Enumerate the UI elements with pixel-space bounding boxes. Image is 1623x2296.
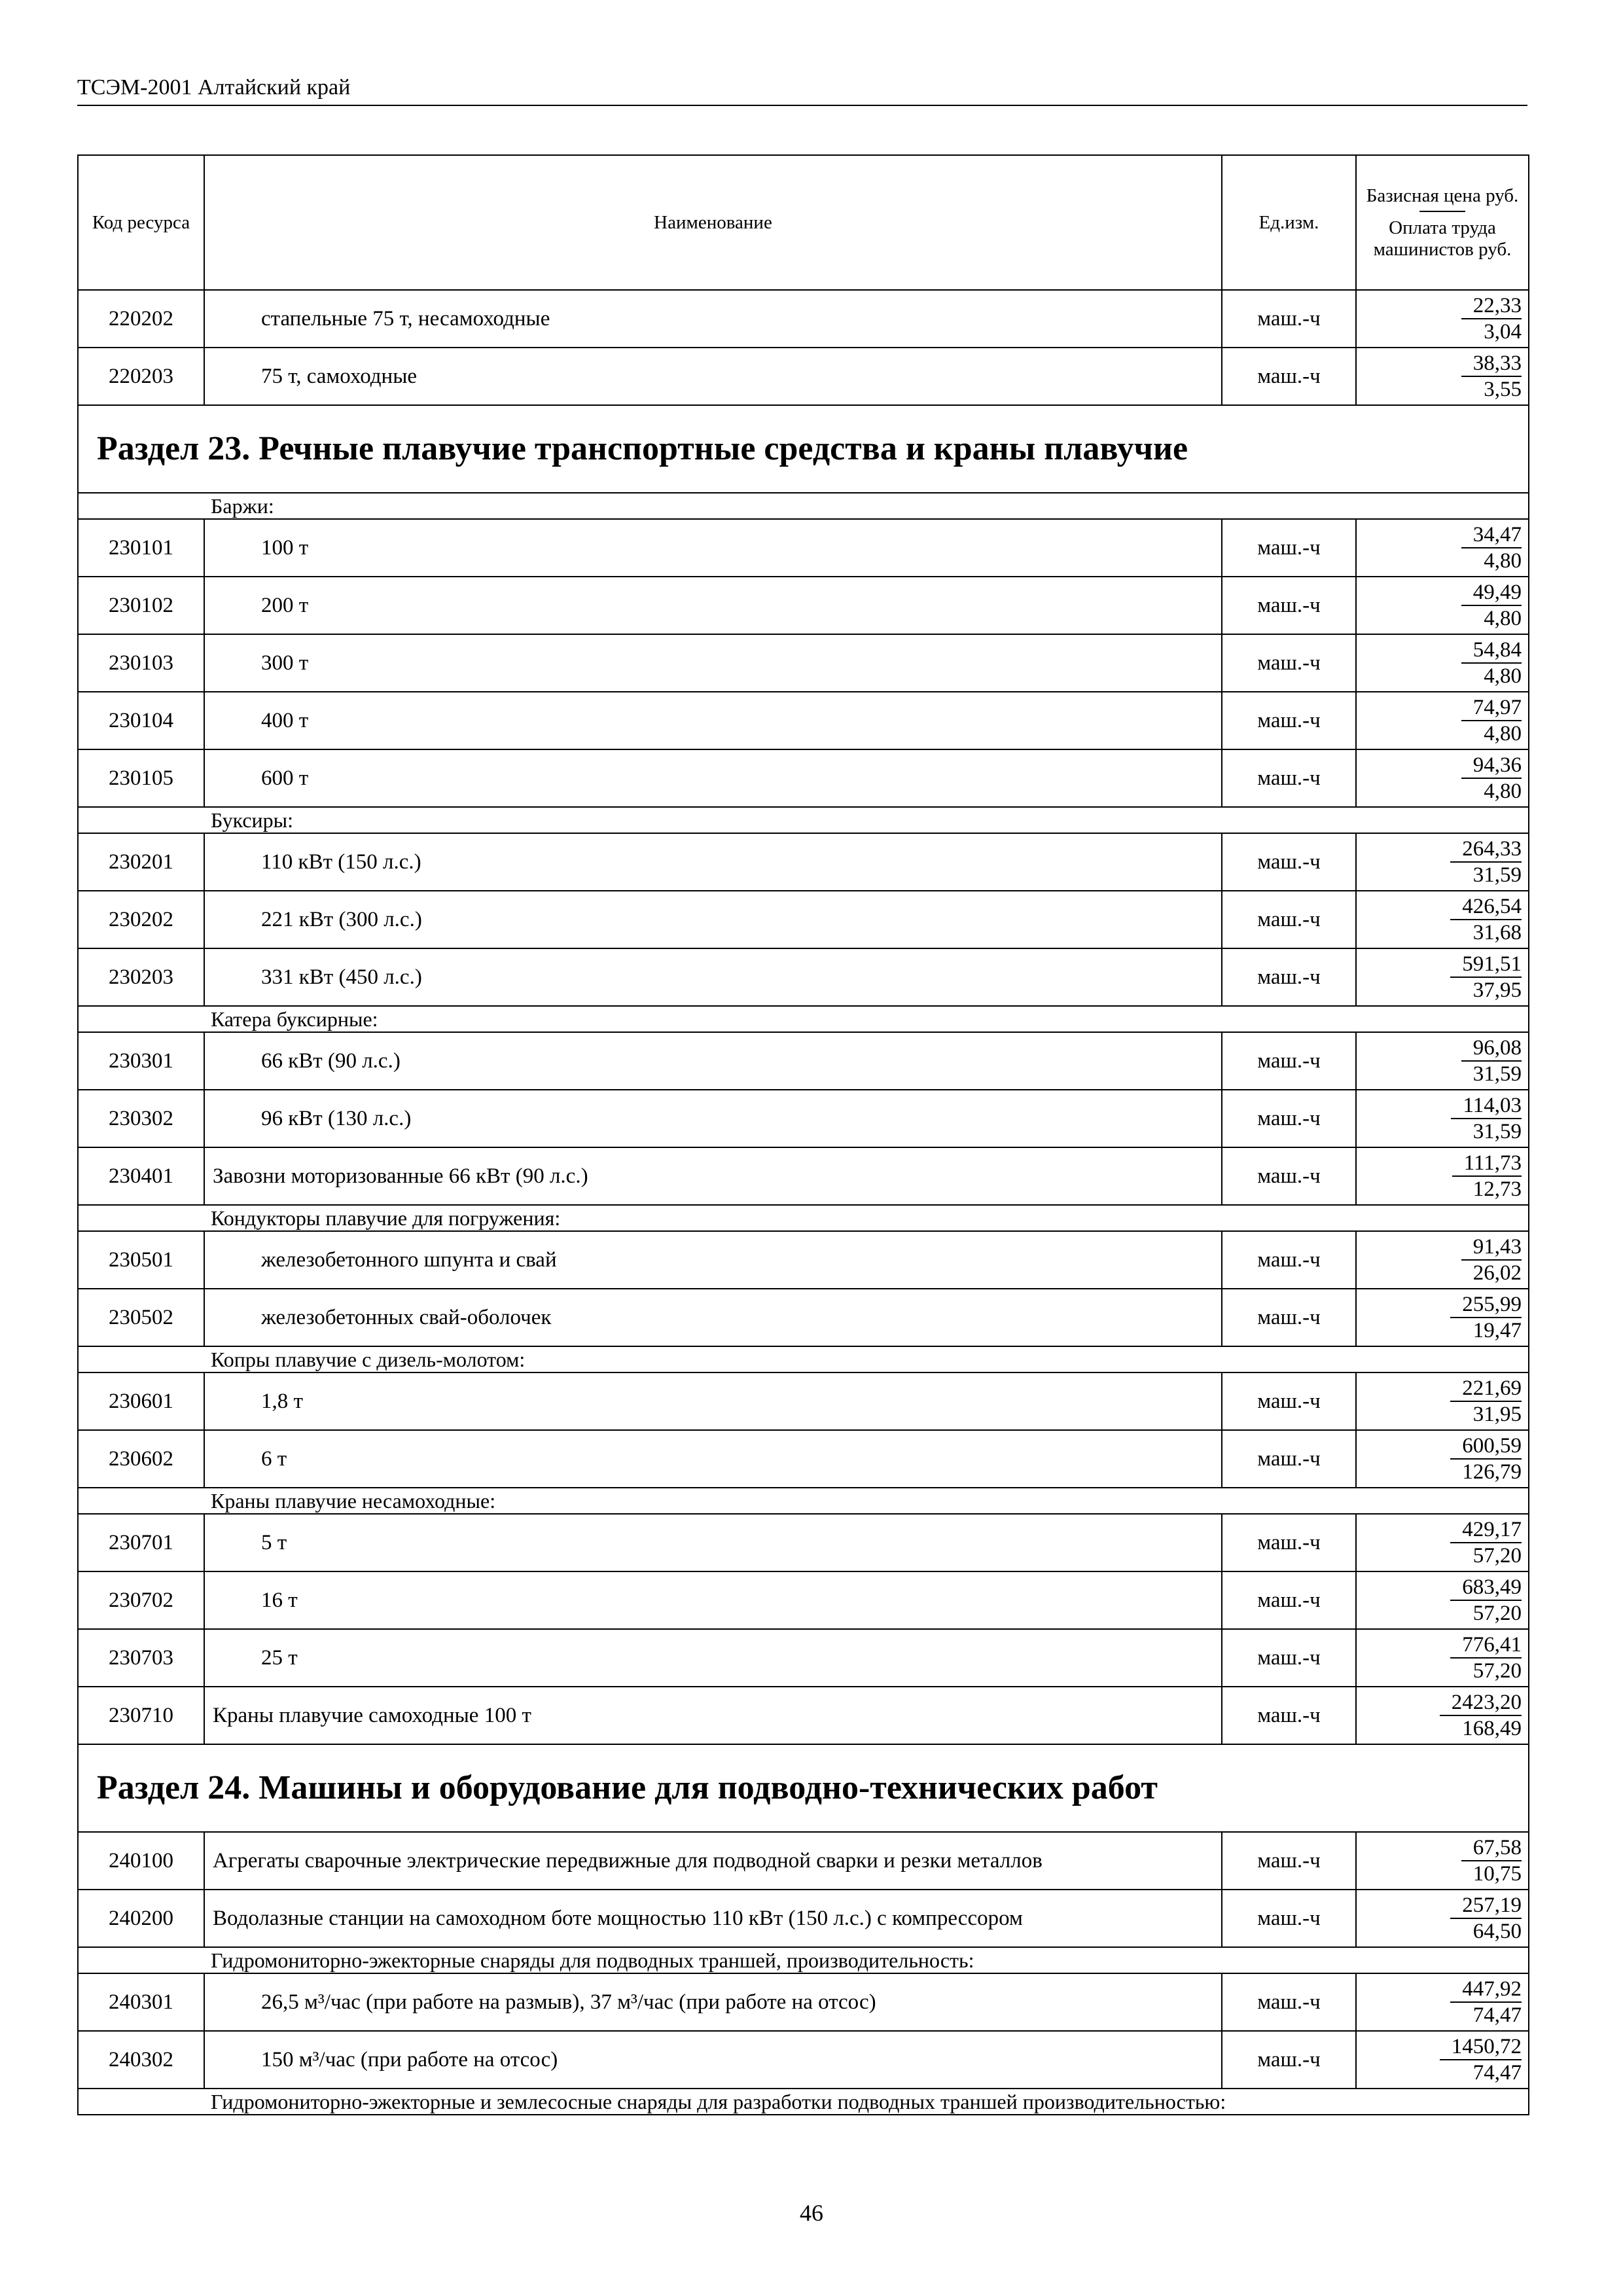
resource-code: 230201 (78, 833, 204, 891)
table-row (78, 1571, 1529, 1629)
resource-name: 16 т (204, 1571, 1222, 1629)
resource-name: 96 кВт (130 л.с.) (204, 1090, 1222, 1147)
resource-price-cell (1356, 290, 1529, 348)
group-spacer (78, 1006, 204, 1032)
price-fraction (1461, 293, 1522, 344)
resource-price-cell (1356, 749, 1529, 807)
resource-code: 230102 (78, 577, 204, 634)
resource-price-cell (1356, 1890, 1529, 1947)
resource-name: Агрегаты сварочные электрические передвижные для подводной сварки и резки металлов (204, 1832, 1222, 1890)
resource-unit: маш.-ч (1222, 1430, 1356, 1488)
base-price: 776,41 (1450, 1632, 1522, 1659)
resource-code: 230104 (78, 692, 204, 749)
resource-price-cell (1356, 833, 1529, 891)
resource-price-cell (1356, 1832, 1529, 1890)
resource-code: 230401 (78, 1147, 204, 1205)
resource-name: 110 кВт (150 л.с.) (204, 833, 1222, 891)
resource-price-cell (1356, 348, 1529, 405)
base-price: 111,73 (1452, 1151, 1522, 1177)
resource-name: 100 т (204, 519, 1222, 577)
price-fraction (1450, 1575, 1522, 1626)
resource-code: 230302 (78, 1090, 204, 1147)
resource-unit: маш.-ч (1222, 348, 1356, 405)
price-fraction (1452, 1151, 1522, 1202)
labor-cost: 57,20 (1472, 1602, 1522, 1625)
base-price: 34,47 (1461, 522, 1522, 548)
table-row (78, 1147, 1529, 1205)
resource-unit: маш.-ч (1222, 1372, 1356, 1430)
resource-name: 200 т (204, 577, 1222, 634)
resource-price-cell (1356, 634, 1529, 692)
resource-name: 300 т (204, 634, 1222, 692)
resource-code: 230203 (78, 948, 204, 1006)
group-spacer (78, 1488, 204, 1514)
base-price: 94,36 (1461, 753, 1522, 779)
price-fraction (1451, 1093, 1522, 1144)
group-label: Кондукторы плавучие для погружения: (204, 1205, 1529, 1231)
group-row (78, 1947, 1529, 1973)
table-row (78, 1032, 1529, 1090)
price-fraction (1461, 580, 1522, 631)
group-row (78, 1346, 1529, 1372)
resource-unit: маш.-ч (1222, 948, 1356, 1006)
resource-name: 331 кВт (450 л.с.) (204, 948, 1222, 1006)
resource-code: 230710 (78, 1687, 204, 1744)
labor-cost: 57,20 (1472, 1544, 1522, 1568)
group-row (78, 2089, 1529, 2115)
resource-code: 230602 (78, 1430, 204, 1488)
resource-name: 400 т (204, 692, 1222, 749)
labor-cost: 31,59 (1472, 1062, 1522, 1086)
base-price: 54,84 (1461, 637, 1522, 664)
labor-cost: 4,80 (1484, 722, 1522, 745)
group-spacer (78, 1947, 204, 1973)
resource-price-cell (1356, 1629, 1529, 1687)
resource-unit: маш.-ч (1222, 1090, 1356, 1147)
price-fraction (1461, 522, 1522, 573)
resource-unit: маш.-ч (1222, 634, 1356, 692)
resource-unit: маш.-ч (1222, 519, 1356, 577)
price-fraction (1461, 1234, 1522, 1285)
group-label: Копры плавучие с дизель-молотом: (204, 1346, 1529, 1372)
price-fraction (1461, 1835, 1522, 1886)
base-price: 38,33 (1461, 351, 1522, 377)
price-fraction (1450, 1893, 1522, 1944)
resource-unit: маш.-ч (1222, 749, 1356, 807)
header-price-divider (1419, 211, 1465, 212)
labor-cost: 74,47 (1472, 2061, 1522, 2085)
resource-unit: маш.-ч (1222, 1514, 1356, 1571)
price-fraction (1461, 1035, 1522, 1086)
resource-name: 75 т, самоходные (204, 348, 1222, 405)
labor-cost: 4,80 (1484, 607, 1522, 630)
table-row (78, 1973, 1529, 2031)
section-cell (78, 1744, 1529, 1832)
labor-cost: 57,20 (1472, 1659, 1522, 1683)
header-price (1356, 155, 1529, 290)
resource-name: 66 кВт (90 л.с.) (204, 1032, 1222, 1090)
resource-code: 230502 (78, 1289, 204, 1346)
table-body (78, 290, 1529, 2115)
base-price: 67,58 (1461, 1835, 1522, 1861)
resource-name: 221 кВт (300 л.с.) (204, 891, 1222, 948)
base-price: 591,51 (1450, 952, 1522, 978)
resource-name: 25 т (204, 1629, 1222, 1687)
base-price: 114,03 (1451, 1093, 1522, 1119)
price-fraction (1450, 1376, 1522, 1427)
resource-code: 230103 (78, 634, 204, 692)
price-fraction (1440, 2034, 1522, 2085)
labor-cost: 3,55 (1484, 378, 1522, 401)
resource-code: 230105 (78, 749, 204, 807)
resource-unit: маш.-ч (1222, 1147, 1356, 1205)
resource-price-cell (1356, 577, 1529, 634)
table-row (78, 1372, 1529, 1430)
resource-price-cell (1356, 1032, 1529, 1090)
labor-cost: 4,80 (1484, 549, 1522, 573)
table-row (78, 519, 1529, 577)
price-fraction (1461, 753, 1522, 804)
resource-price-cell (1356, 2031, 1529, 2089)
table-row (78, 1430, 1529, 1488)
labor-cost: 31,95 (1472, 1403, 1522, 1426)
labor-cost: 126,79 (1462, 1460, 1522, 1484)
table-row (78, 948, 1529, 1006)
resource-price-cell (1356, 948, 1529, 1006)
header-price-labor: Оплата труда машинистов руб. (1373, 217, 1512, 260)
labor-cost: 74,47 (1472, 2003, 1522, 2027)
base-price: 429,17 (1450, 1517, 1522, 1543)
group-spacer (78, 1205, 204, 1231)
base-price: 257,19 (1450, 1893, 1522, 1919)
group-row (78, 1006, 1529, 1032)
resource-price-cell (1356, 1090, 1529, 1147)
group-row (78, 807, 1529, 833)
group-spacer (78, 1346, 204, 1372)
base-price: 49,49 (1461, 580, 1522, 606)
table-row (78, 1231, 1529, 1289)
page-number: 46 (800, 2200, 823, 2226)
resource-unit: маш.-ч (1222, 833, 1356, 891)
resource-price-cell (1356, 1372, 1529, 1430)
resource-code: 240200 (78, 1890, 204, 1947)
resource-unit: маш.-ч (1222, 1973, 1356, 2031)
resource-unit: маш.-ч (1222, 1289, 1356, 1346)
labor-cost: 12,73 (1472, 1177, 1522, 1201)
header-code: Код ресурса (78, 155, 204, 290)
base-price: 426,54 (1450, 894, 1522, 920)
resource-code: 220202 (78, 290, 204, 348)
resource-name: Водолазные станции на самоходном боте мощностью 110 кВт (150 л.с.) с компрессором (204, 1890, 1222, 1947)
header-unit: Ед.изм. (1222, 155, 1356, 290)
group-label: Гидромониторно-эжекторные снаряды для подводных траншей, производительность: (204, 1947, 1529, 1973)
group-spacer (78, 807, 204, 833)
group-label: Буксиры: (204, 807, 1529, 833)
base-price: 264,33 (1450, 836, 1522, 863)
resource-unit: маш.-ч (1222, 1890, 1356, 1947)
price-fraction (1450, 1292, 1522, 1343)
labor-cost: 3,04 (1484, 320, 1522, 344)
labor-cost: 64,50 (1472, 1920, 1522, 1943)
resource-code: 240100 (78, 1832, 204, 1890)
section-title: Раздел 24. Машины и оборудование для подводно-технических работ (97, 1769, 1158, 1806)
section-row (78, 405, 1529, 493)
resource-unit: маш.-ч (1222, 1231, 1356, 1289)
table-row (78, 1629, 1529, 1687)
resource-name: железобетонного шпунта и свай (204, 1231, 1222, 1289)
table-row (78, 1514, 1529, 1571)
resource-name: 26,5 м³/час (при работе на размыв), 37 м³/час (при работе на отсос) (204, 1973, 1222, 2031)
group-row (78, 1205, 1529, 1231)
resource-name: Краны плавучие самоходные 100 т (204, 1687, 1222, 1744)
resource-code: 220203 (78, 348, 204, 405)
base-price: 221,69 (1450, 1376, 1522, 1402)
header-name: Наименование (204, 155, 1222, 290)
labor-cost: 19,47 (1472, 1319, 1522, 1342)
group-label: Гидромониторно-эжекторные и землесосные снаряды для разработки подводных траншей производительностью: (204, 2089, 1529, 2115)
labor-cost: 26,02 (1472, 1261, 1522, 1285)
labor-cost: 168,49 (1462, 1717, 1522, 1740)
table-row (78, 2031, 1529, 2089)
resource-unit: маш.-ч (1222, 1571, 1356, 1629)
price-fraction (1450, 1632, 1522, 1683)
resource-unit: маш.-ч (1222, 1832, 1356, 1890)
group-label: Краны плавучие несамоходные: (204, 1488, 1529, 1514)
base-price: 22,33 (1461, 293, 1522, 319)
resource-code: 230202 (78, 891, 204, 948)
table-row (78, 833, 1529, 891)
price-fraction (1461, 351, 1522, 402)
group-row (78, 493, 1529, 519)
base-price: 96,08 (1461, 1035, 1522, 1062)
resource-name: 1,8 т (204, 1372, 1222, 1430)
resource-code: 230101 (78, 519, 204, 577)
resource-price-cell (1356, 891, 1529, 948)
base-price: 1450,72 (1440, 2034, 1522, 2060)
labor-cost: 31,59 (1472, 1120, 1522, 1143)
section-title: Раздел 23. Речные плавучие транспортные средства и краны плавучие (97, 430, 1188, 467)
labor-cost: 31,68 (1472, 921, 1522, 944)
resource-code: 230601 (78, 1372, 204, 1430)
group-row (78, 1488, 1529, 1514)
base-price: 447,92 (1450, 1977, 1522, 2003)
resource-price-cell (1356, 1147, 1529, 1205)
resource-name: железобетонных свай-оболочек (204, 1289, 1222, 1346)
resource-unit: маш.-ч (1222, 2031, 1356, 2089)
resource-name: 150 м³/час (при работе на отсос) (204, 2031, 1222, 2089)
price-fraction (1450, 1433, 1522, 1484)
price-fraction (1450, 894, 1522, 945)
resource-price-cell (1356, 1973, 1529, 2031)
section-cell (78, 405, 1529, 493)
group-spacer (78, 493, 204, 519)
document-header: ТСЭМ-2001 Алтайский край (77, 73, 1527, 106)
resource-unit: маш.-ч (1222, 290, 1356, 348)
table-row (78, 1289, 1529, 1346)
table-row (78, 891, 1529, 948)
table-header-row (78, 155, 1529, 290)
table-row (78, 692, 1529, 749)
base-price: 600,59 (1450, 1433, 1522, 1460)
resource-name: стапельные 75 т, несамоходные (204, 290, 1222, 348)
resource-price-cell (1356, 1231, 1529, 1289)
resource-price-cell (1356, 1289, 1529, 1346)
resource-name: 600 т (204, 749, 1222, 807)
resource-code: 230703 (78, 1629, 204, 1687)
labor-cost: 31,59 (1472, 863, 1522, 887)
resource-price-table (77, 154, 1529, 2115)
price-fraction (1450, 1517, 1522, 1568)
resource-price-cell (1356, 1687, 1529, 1744)
price-fraction (1461, 637, 1522, 689)
group-label: Катера буксирные: (204, 1006, 1529, 1032)
base-price: 2423,20 (1440, 1690, 1522, 1716)
resource-unit: маш.-ч (1222, 692, 1356, 749)
group-spacer (78, 2089, 204, 2115)
price-fraction (1450, 1977, 1522, 2028)
resource-code: 230702 (78, 1571, 204, 1629)
labor-cost: 10,75 (1472, 1862, 1522, 1886)
resource-price-cell (1356, 692, 1529, 749)
labor-cost: 4,80 (1484, 780, 1522, 803)
price-fraction (1450, 836, 1522, 888)
price-fraction (1461, 695, 1522, 746)
section-row (78, 1744, 1529, 1832)
resource-code: 240302 (78, 2031, 204, 2089)
resource-code: 230301 (78, 1032, 204, 1090)
resource-name: Завозни моторизованные 66 кВт (90 л.с.) (204, 1147, 1222, 1205)
resource-price-cell (1356, 1571, 1529, 1629)
table-row (78, 1687, 1529, 1744)
resource-code: 230501 (78, 1231, 204, 1289)
resource-code: 240301 (78, 1973, 204, 2031)
group-label: Баржи: (204, 493, 1529, 519)
resource-name: 5 т (204, 1514, 1222, 1571)
table-row (78, 348, 1529, 405)
labor-cost: 37,95 (1472, 978, 1522, 1002)
header-price-base: Базисная цена руб. (1366, 185, 1519, 206)
resource-price-cell (1356, 519, 1529, 577)
table-row (78, 634, 1529, 692)
price-fraction (1440, 1690, 1522, 1741)
base-price: 91,43 (1461, 1234, 1522, 1261)
table-row (78, 1832, 1529, 1890)
table-row (78, 290, 1529, 348)
table-row (78, 749, 1529, 807)
resource-name: 6 т (204, 1430, 1222, 1488)
resource-unit: маш.-ч (1222, 1032, 1356, 1090)
table-row (78, 1090, 1529, 1147)
resource-code: 230701 (78, 1514, 204, 1571)
resource-unit: маш.-ч (1222, 891, 1356, 948)
resource-unit: маш.-ч (1222, 577, 1356, 634)
base-price: 255,99 (1450, 1292, 1522, 1318)
price-fraction (1450, 952, 1522, 1003)
labor-cost: 4,80 (1484, 664, 1522, 688)
resource-unit: маш.-ч (1222, 1687, 1356, 1744)
resource-price-cell (1356, 1514, 1529, 1571)
base-price: 74,97 (1461, 695, 1522, 721)
table-row (78, 1890, 1529, 1947)
resource-unit: маш.-ч (1222, 1629, 1356, 1687)
table-row (78, 577, 1529, 634)
base-price: 683,49 (1450, 1575, 1522, 1601)
resource-price-cell (1356, 1430, 1529, 1488)
